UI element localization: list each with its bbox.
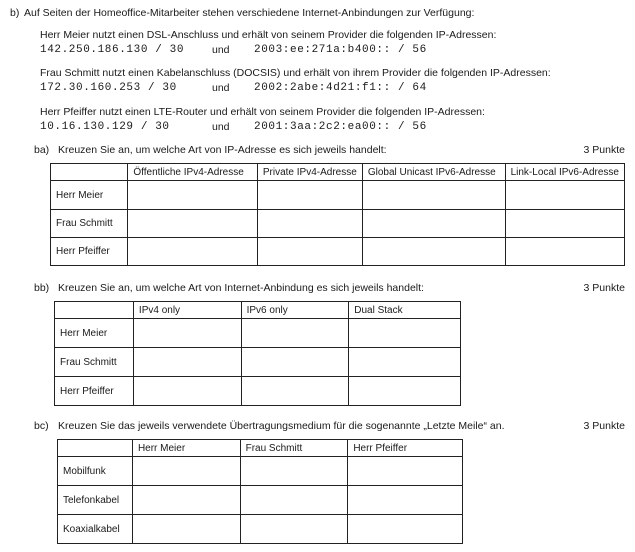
- answer-cell[interactable]: [241, 377, 349, 406]
- answer-cell[interactable]: [349, 377, 461, 406]
- ipv4-address: 10.16.130.129 / 30: [40, 121, 170, 133]
- table-ip-type: [50, 163, 625, 266]
- intro-text: Auf Seiten der Homeoffice-Mitarbeiter stehen verschiedene Internet-Anbindungen zur Verfügung:: [24, 7, 475, 19]
- answer-cell[interactable]: [132, 457, 240, 486]
- answer-cell[interactable]: [362, 181, 505, 210]
- table-row: [51, 210, 625, 238]
- row-header: Mobilfunk: [58, 457, 133, 486]
- ipv6-address: 2003:ee:271a:b400:: / 56: [254, 44, 427, 56]
- table-row: [58, 486, 463, 515]
- table-corner: [51, 164, 128, 181]
- task-label-bb: bb): [34, 282, 50, 294]
- answer-cell[interactable]: [348, 515, 463, 544]
- row-header: Telefonkabel: [58, 486, 133, 515]
- col-public-ipv4: Öffentliche IPv4-Adresse: [128, 164, 257, 181]
- task-bb-points: 3 Punkte: [583, 282, 625, 294]
- col-link-local-ipv6: Link-Local IPv6-Adresse: [505, 164, 624, 181]
- answer-cell[interactable]: [128, 210, 257, 238]
- ipv4-address: 172.30.160.253 / 30: [40, 82, 177, 94]
- table-row: [55, 377, 461, 406]
- col-global-unicast-ipv6: Global Unicast IPv6-Adresse: [362, 164, 505, 181]
- task-ba-question: Kreuzen Sie an, um welche Art von IP-Adresse es sich jeweils handelt:: [58, 144, 387, 156]
- answer-cell[interactable]: [349, 348, 461, 377]
- answer-cell[interactable]: [240, 515, 348, 544]
- table-row: [55, 319, 461, 348]
- task-label-bc: bc): [34, 420, 49, 432]
- row-header: Herr Pfeiffer: [51, 238, 128, 266]
- answer-cell[interactable]: [132, 486, 240, 515]
- answer-cell[interactable]: [240, 486, 348, 515]
- und-text: und: [212, 82, 230, 94]
- task-label-b: b): [10, 7, 20, 19]
- answer-cell[interactable]: [257, 181, 362, 210]
- table-connection-type: [54, 301, 461, 406]
- table-row: [51, 181, 625, 210]
- table-corner: [55, 302, 134, 319]
- col-private-ipv4: Private IPv4-Adresse: [257, 164, 362, 181]
- und-text: und: [212, 44, 230, 56]
- col-frau-schmitt: Frau Schmitt: [240, 440, 348, 457]
- task-ba-points: 3 Punkte: [583, 144, 625, 156]
- answer-cell[interactable]: [132, 515, 240, 544]
- answer-cell[interactable]: [240, 457, 348, 486]
- col-herr-meier: Herr Meier: [132, 440, 240, 457]
- answer-cell[interactable]: [349, 319, 461, 348]
- answer-cell[interactable]: [348, 486, 463, 515]
- answer-cell[interactable]: [133, 319, 241, 348]
- answer-cell[interactable]: [241, 319, 349, 348]
- task-bb-question: Kreuzen Sie an, um welche Art von Internet-Anbindung es sich jeweils handelt:: [58, 282, 424, 294]
- answer-cell[interactable]: [505, 181, 624, 210]
- row-header: Herr Meier: [51, 181, 128, 210]
- answer-cell[interactable]: [505, 210, 624, 238]
- col-dual-stack: Dual Stack: [349, 302, 461, 319]
- ipv6-address: 2002:2abe:4d21:f1:: / 64: [254, 82, 427, 94]
- row-header: Koaxialkabel: [58, 515, 133, 544]
- answer-cell[interactable]: [505, 238, 624, 266]
- row-header: Herr Pfeiffer: [55, 377, 134, 406]
- col-ipv6-only: IPv6 only: [241, 302, 349, 319]
- table-corner: [58, 440, 133, 457]
- task-bc-points: 3 Punkte: [583, 420, 625, 432]
- row-header: Frau Schmitt: [51, 210, 128, 238]
- answer-cell[interactable]: [362, 210, 505, 238]
- table-row: [58, 515, 463, 544]
- person-meier-text: Herr Meier nutzt einen DSL-Anschluss und erhält von seinem Provider die folgenden IP-Adressen:: [40, 29, 497, 41]
- answer-cell[interactable]: [133, 348, 241, 377]
- table-row: [58, 457, 463, 486]
- task-bc-question: Kreuzen Sie das jeweils verwendete Übertragungsmedium für die sogenannte „Letzte Meile“ an.: [58, 420, 505, 432]
- answer-cell[interactable]: [241, 348, 349, 377]
- ipv6-address: 2001:3aa:2c2:ea00:: / 56: [254, 121, 427, 133]
- person-schmitt-text: Frau Schmitt nutzt einen Kabelanschluss (DOCSIS) und erhält von ihrem Provider die folgenden IP-Adressen:: [40, 67, 551, 79]
- row-header: Frau Schmitt: [55, 348, 134, 377]
- answer-cell[interactable]: [257, 238, 362, 266]
- answer-cell[interactable]: [128, 181, 257, 210]
- row-header: Herr Meier: [55, 319, 134, 348]
- table-row: [51, 238, 625, 266]
- table-row: [55, 348, 461, 377]
- person-pfeiffer-text: Herr Pfeiffer nutzt einen LTE-Router und erhält von seinem Provider die folgenden IP-Adressen:: [40, 106, 485, 118]
- task-label-ba: ba): [34, 144, 50, 156]
- answer-cell[interactable]: [128, 238, 257, 266]
- answer-cell[interactable]: [257, 210, 362, 238]
- answer-cell[interactable]: [133, 377, 241, 406]
- ipv4-address: 142.250.186.130 / 30: [40, 44, 185, 56]
- table-last-mile-medium: [57, 439, 463, 544]
- col-ipv4-only: IPv4 only: [133, 302, 241, 319]
- answer-cell[interactable]: [348, 457, 463, 486]
- und-text: und: [212, 121, 230, 133]
- col-herr-pfeiffer: Herr Pfeiffer: [348, 440, 463, 457]
- answer-cell[interactable]: [362, 238, 505, 266]
